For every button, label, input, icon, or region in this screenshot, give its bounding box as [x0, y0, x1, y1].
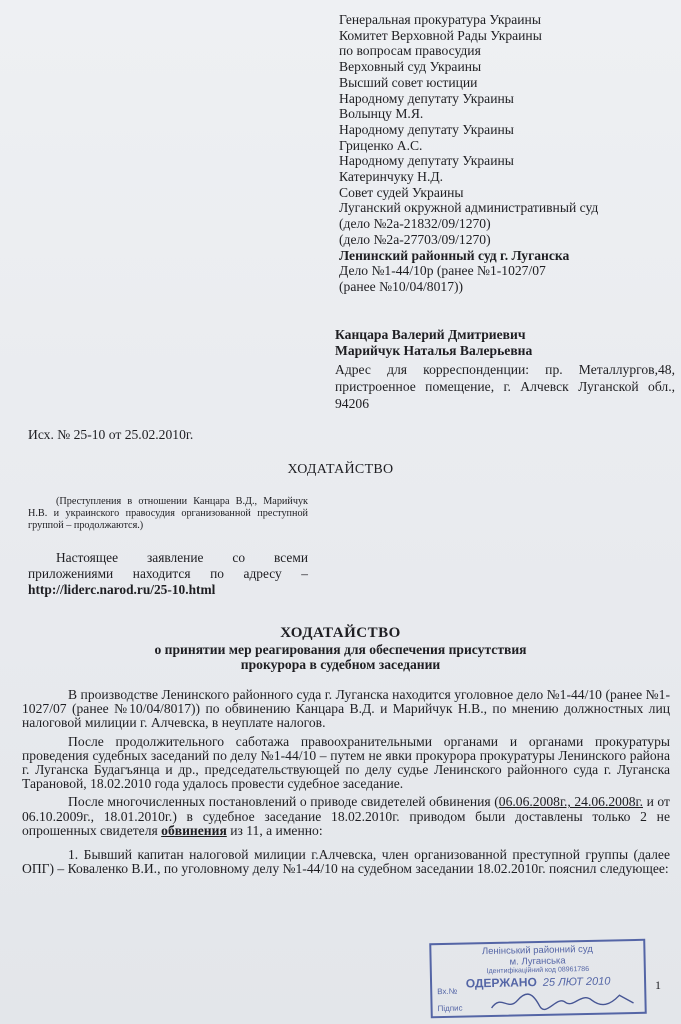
- paragraph-text: и от 06.10.2009г., 18.01.2010г.) в судебное заседание 18.02.2010г. приводом были доставлены только 2 не опрошенных свидетеля: [22, 794, 670, 838]
- underlined-dates: 06.06.2008г., 24.06.2008г.: [498, 794, 643, 810]
- sender-address: Адрес для корреспонденции: пр. Металлургов,48, пристроенное помещение, г. Алчевск Луганской обл., 94206: [335, 362, 675, 411]
- petition-title-word: ХОДАТАЙСТВО: [280, 625, 401, 641]
- addressee-line: Комитет Верховной Рады Украины: [339, 27, 542, 43]
- handwritten-signature-icon: [487, 989, 637, 1014]
- paragraph-text: После многочисленных постановлений о приводе свидетелей обвинения (: [68, 794, 499, 810]
- case-number-line: (ранее №10/04/8017)): [339, 278, 464, 294]
- addressee-block: [339, 12, 679, 295]
- sender-block: [335, 327, 675, 412]
- sender-name-2: Марийчук Наталья Валерьевна: [335, 343, 533, 358]
- document-link[interactable]: http://liderc.narod.ru/25-10.html: [28, 582, 216, 597]
- addressee-line: Совет судей Украины: [339, 184, 464, 200]
- emphasis-word: обвинения: [161, 822, 227, 838]
- court-received-stamp: [429, 939, 647, 1019]
- addressee-line: (дело №2а-21832/09/1270): [339, 216, 491, 232]
- stamp-code: Ідентифікаційний код 08961786: [486, 965, 590, 976]
- addressee-line: Народному депутату Украины: [339, 153, 514, 169]
- court-name: Ленинский районный суд г. Луганска: [339, 247, 570, 263]
- stamp-incoming-label: Вх.№: [437, 986, 458, 997]
- stamp-court: Ленінський районний суд: [481, 943, 593, 958]
- availability-note: [28, 550, 308, 598]
- addressee-line: Народному депутату Украины: [339, 90, 514, 106]
- addressee-line: Высший совет юстиции: [339, 74, 478, 90]
- paragraph-text: из 11, а именно:: [226, 822, 323, 838]
- addressee-line: Катеринчуку Н.Д.: [339, 169, 444, 185]
- petition-title-line: прокурора в судебном заседании: [240, 657, 441, 672]
- case-number-line: Дело №1-44/10р (ранее №1-1027/07: [339, 263, 546, 279]
- availability-text: Настоящее заявление со всеми приложениями находится по адресу –: [28, 550, 308, 581]
- stamp-date: 25 ЛЮТ 2010: [542, 975, 611, 989]
- addressee-line: (дело №2а-27703/09/1270): [339, 231, 491, 247]
- note-text: (Преступления в отношении Канцара В.Д., Марийчук Н.В. и украинского правосудия организованной преступной группой – продолжаются.): [28, 496, 308, 531]
- stamp-received-label: ОДЕРЖАНО: [465, 975, 537, 991]
- document-body: [22, 688, 670, 880]
- stamp-city: м. Луганська: [509, 955, 566, 968]
- addressee-line: Верховный суд Украины: [339, 59, 482, 75]
- paragraph: 1. Бывший капитан налоговой милиции г.Алчевска, член организованной преступной группы (далее ОПГ) – Коваленко В.И., по уголовному делу №1-44/10 на судебном заседании 18.02.2010г. пояснил следующее:: [22, 847, 670, 877]
- paragraph: В производстве Ленинского районного суда г. Луганска находится уголовное дело №1-44/10 (ранее №1-1027/07 (ранее №10/04/8017)) по обвинению Канцара В.Д. и Марийчук Н.В., по мнению должностных лиц налоговой милиции г. Алчевска, в неуплате налогов.: [22, 687, 670, 731]
- addressee-line: Волынцу М.Я.: [339, 106, 424, 122]
- addressee-line: Гриценко А.С.: [339, 137, 423, 153]
- petition-title-line: о принятии мер реагирования для обеспечения присутствия: [154, 642, 527, 657]
- sender-name-1: Канцара Валерий Дмитриевич: [335, 327, 526, 342]
- addressee-line: по вопросам правосудия: [339, 43, 481, 59]
- addressee-line: Народному депутату Украины: [339, 121, 514, 137]
- outgoing-number: Исх. № 25-10 от 25.02.2010г.: [28, 427, 194, 442]
- addressee-line: Луганский окружной административный суд: [339, 200, 599, 216]
- paragraph: После продолжительного саботажа правоохранительными органами и органами прокуратуры проведения судебных заседаний по делу №1-44/10 – путем не явки прокурора прокуратуры Ленинского района г. Луганска Будагъянца и др., председательствующей по делу судье Ленинского районного суда г. Луганска Тарановой, 18.02.2010 года удалось провести судебное заседание.: [22, 733, 670, 792]
- paragraph: [22, 795, 670, 838]
- stamp-signature-label: Підпис: [437, 1003, 463, 1014]
- petition-title: [0, 626, 681, 672]
- document-heading: ХОДАТАЙСТВО: [287, 462, 394, 477]
- page-number: 1: [655, 978, 661, 992]
- addressee-line: Генеральная прокуратура Украины: [339, 12, 541, 27]
